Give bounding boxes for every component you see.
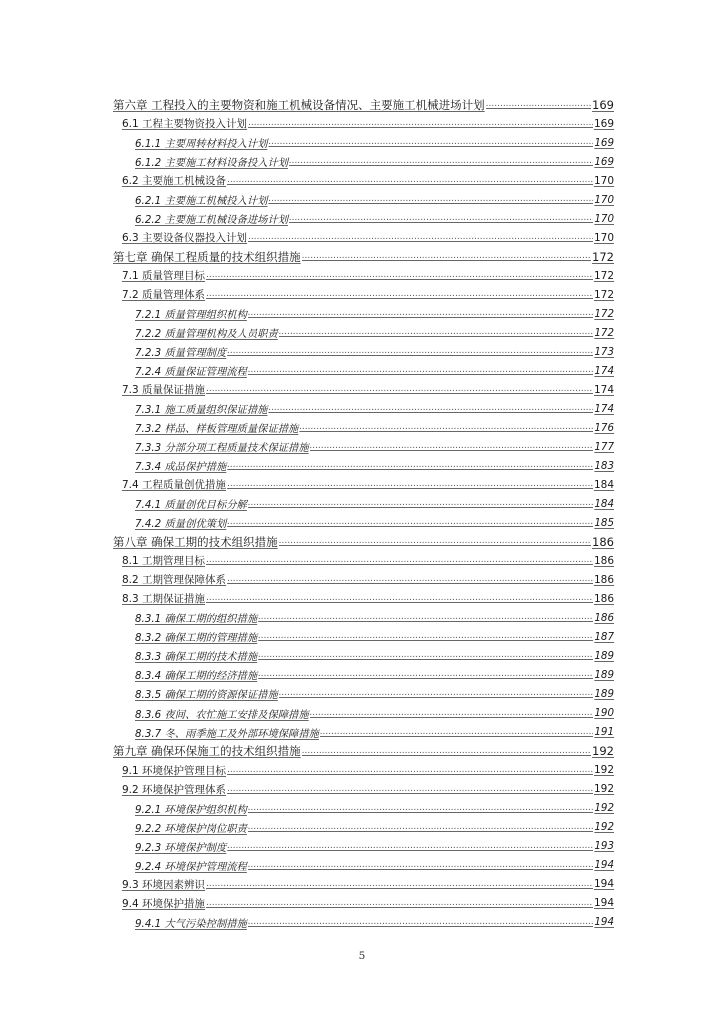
dot-leader (258, 613, 593, 622)
dot-leader (302, 252, 591, 261)
table-of-contents (113, 95, 614, 932)
toc-entry-page: 186 (593, 573, 614, 586)
toc-entry[interactable] (113, 380, 614, 399)
dot-leader (227, 842, 593, 851)
dot-leader (206, 594, 593, 603)
dot-leader (227, 785, 593, 794)
toc-entry-page: 186 (593, 592, 614, 605)
toc-entry-page: 192 (594, 802, 614, 815)
toc-entry-page: 169 (594, 155, 614, 168)
toc-entry[interactable] (113, 665, 614, 684)
toc-entry-page: 189 (594, 668, 614, 681)
toc-entry-title: 7.4.1 质量创优目标分解 (135, 499, 247, 512)
toc-entry-page: 173 (594, 345, 614, 358)
toc-entry-page: 176 (594, 421, 614, 434)
toc-entry[interactable] (113, 627, 614, 646)
dot-leader (227, 766, 593, 775)
toc-entry-title: 7.2.2 质量管理机构及人员职责 (135, 328, 278, 341)
toc-entry-page: 194 (593, 897, 614, 910)
toc-entry[interactable] (113, 646, 614, 665)
toc-entry[interactable] (113, 723, 614, 742)
toc-entry[interactable] (113, 95, 614, 114)
dot-leader (299, 423, 593, 432)
dot-leader (248, 918, 593, 927)
toc-entry-title: 6.2.2 主要施工机械设备进场计划 (135, 214, 289, 227)
toc-entry[interactable] (113, 894, 614, 913)
toc-entry-page: 191 (594, 726, 614, 739)
toc-entry-title: 7.3 质量保证措施 (122, 384, 206, 397)
toc-entry-title: 6.2.1 主要施工机械投入计划 (135, 195, 268, 208)
toc-entry[interactable] (113, 570, 614, 589)
toc-entry[interactable] (113, 780, 614, 799)
toc-entry-page: 172 (592, 249, 614, 264)
toc-entry-title: 8.3.7 冬、雨季施工及外部环境保障措施 (135, 727, 319, 740)
dot-leader (268, 138, 593, 147)
toc-entry-page: 184 (593, 478, 614, 491)
dot-leader (289, 157, 593, 166)
dot-leader (320, 728, 593, 737)
dot-leader (227, 347, 593, 356)
toc-entry-title: 8.3.3 确保工期的技术措施 (135, 651, 258, 664)
toc-entry[interactable] (113, 304, 614, 323)
toc-entry-title: 7.1 质量管理目标 (122, 270, 206, 283)
dot-leader (206, 290, 593, 299)
toc-entry[interactable] (113, 475, 614, 494)
toc-entry[interactable] (113, 608, 614, 627)
toc-entry-page: 186 (594, 611, 614, 624)
toc-entry-title: 9.2.1 环境保护组织机构 (135, 803, 247, 816)
toc-entry[interactable] (113, 875, 614, 894)
toc-entry-title: 7.3.1 施工质量组织保证措施 (135, 404, 268, 417)
toc-entry-page: 185 (594, 516, 614, 529)
toc-entry[interactable] (113, 913, 614, 932)
toc-entry[interactable] (113, 837, 614, 856)
toc-entry-title: 8.3.1 确保工期的组织措施 (135, 613, 258, 626)
toc-entry-title: 第九章 确保环保施工的技术组织措施 (113, 744, 301, 759)
toc-entry-page: 172 (594, 307, 614, 320)
toc-entry-title: 6.3 主要设备仪器投入计划 (122, 232, 248, 245)
toc-entry-page: 170 (593, 231, 614, 244)
toc-entry-page: 174 (594, 364, 614, 377)
toc-entry-page: 194 (593, 878, 614, 891)
toc-entry-title: 8.2 工期管理保障体系 (122, 574, 227, 587)
dot-leader (227, 461, 593, 470)
toc-entry-page: 186 (592, 534, 614, 549)
toc-entry[interactable] (113, 684, 614, 703)
dot-leader (227, 575, 593, 584)
toc-entry-page: 172 (594, 326, 614, 339)
toc-entry[interactable] (113, 247, 614, 266)
toc-entry[interactable] (113, 361, 614, 380)
dot-leader (248, 804, 593, 813)
toc-entry-page: 183 (594, 459, 614, 472)
toc-entry[interactable] (113, 437, 614, 456)
toc-entry-title: 9.3 环境因素辨识 (122, 878, 206, 891)
toc-entry-page: 172 (593, 269, 614, 282)
toc-entry[interactable] (113, 323, 614, 342)
toc-entry[interactable] (113, 171, 614, 190)
toc-entry-title: 7.2.3 质量管理制度 (135, 347, 227, 360)
toc-entry-page: 169 (592, 97, 614, 112)
toc-entry-page: 187 (594, 630, 614, 643)
toc-entry-title: 7.4.2 质量创优策划 (135, 518, 227, 531)
toc-entry-page: 192 (593, 764, 614, 777)
toc-entry[interactable] (113, 228, 614, 247)
toc-entry[interactable] (113, 285, 614, 304)
dot-leader (279, 689, 594, 698)
toc-entry-title: 8.1 工期管理目标 (122, 555, 206, 568)
toc-entry[interactable] (113, 761, 614, 780)
toc-entry[interactable] (113, 418, 614, 437)
toc-entry[interactable] (113, 456, 614, 475)
dot-leader (248, 366, 593, 375)
toc-entry-title: 6.1.1 主要周转材料投入计划 (135, 138, 268, 151)
dot-leader (206, 385, 593, 394)
toc-entry-title: 9.2.3 环境保护制度 (135, 841, 227, 854)
dot-leader (206, 880, 593, 889)
toc-entry[interactable] (113, 856, 614, 875)
toc-entry-title: 6.1.2 主要施工材料设备投入计划 (135, 157, 289, 170)
dot-leader (310, 442, 594, 451)
toc-entry-title: 9.2.2 环境保护岗位职责 (135, 822, 247, 835)
toc-entry[interactable] (113, 589, 614, 608)
toc-entry-page: 177 (594, 440, 614, 453)
toc-entry-title: 7.2.1 质量管理组织机构 (135, 309, 247, 322)
toc-entry-page: 194 (594, 859, 614, 872)
toc-entry[interactable] (113, 742, 614, 761)
toc-entry[interactable] (113, 799, 614, 818)
toc-entry[interactable] (113, 133, 614, 152)
toc-entry-title: 6.1 工程主要物资投入计划 (122, 118, 248, 131)
dot-leader (279, 328, 594, 337)
toc-entry-page: 193 (594, 840, 614, 853)
dot-leader (248, 119, 593, 128)
toc-entry[interactable] (113, 209, 614, 228)
toc-entry[interactable] (113, 494, 614, 513)
toc-entry-page: 189 (594, 649, 614, 662)
dot-leader (248, 499, 593, 508)
toc-entry[interactable] (113, 152, 614, 171)
toc-entry-title: 6.2 主要施工机械设备 (122, 175, 227, 188)
dot-leader (268, 404, 593, 413)
toc-entry-page: 184 (594, 497, 614, 510)
toc-entry-title: 8.3 工期保证措施 (122, 593, 206, 606)
toc-entry-title: 9.4 环境保护措施 (122, 897, 206, 910)
dot-leader (248, 233, 593, 242)
toc-entry[interactable] (113, 532, 614, 551)
toc-entry-title: 8.3.5 确保工期的资源保证措施 (135, 689, 278, 702)
toc-entry-page: 170 (593, 174, 614, 187)
toc-entry-title: 7.3.3 分部分项工程质量技术保证措施 (135, 442, 309, 455)
dot-leader (227, 518, 593, 527)
toc-entry-title: 8.3.2 确保工期的管理措施 (135, 632, 258, 645)
toc-entry[interactable] (113, 266, 614, 285)
dot-leader (227, 176, 593, 185)
toc-entry[interactable] (113, 399, 614, 418)
toc-entry-title: 8.3.6 夜间、农忙施工安排及保障措施 (135, 708, 309, 721)
toc-entry[interactable] (113, 818, 614, 837)
toc-entry-title: 第六章 工程投入的主要物资和施工机械设备情况、主要施工机械进场计划 (113, 97, 485, 112)
toc-entry-title: 7.3.2 样品、样板管理质量保证措施 (135, 423, 299, 436)
toc-entry-title: 7.4 工程质量创优措施 (122, 479, 227, 492)
dot-leader (258, 670, 593, 679)
toc-entry-title: 9.4.1 大气污染控制措施 (135, 917, 247, 930)
dot-leader (206, 271, 593, 280)
toc-entry-page: 186 (593, 554, 614, 567)
dot-leader (248, 309, 593, 318)
dot-leader (206, 899, 593, 908)
toc-entry-title: 9.2 环境保护管理体系 (122, 783, 227, 796)
dot-leader (248, 861, 593, 870)
toc-entry-page: 174 (594, 402, 614, 415)
toc-entry-page: 192 (594, 821, 614, 834)
toc-entry-page: 169 (594, 136, 614, 149)
toc-entry-page: 192 (592, 744, 614, 759)
toc-entry-title: 9.1 环境保护管理目标 (122, 764, 227, 777)
toc-entry-title: 9.2.4 环境保护管理流程 (135, 860, 247, 873)
dot-leader (248, 823, 593, 832)
toc-entry-title: 7.2.4 质量保证管理流程 (135, 366, 247, 379)
dot-leader (268, 195, 593, 204)
dot-leader (486, 100, 591, 109)
toc-entry-title: 第八章 确保工期的技术组织措施 (113, 534, 278, 549)
toc-entry[interactable] (113, 551, 614, 570)
toc-entry[interactable] (113, 114, 614, 133)
toc-entry-page: 189 (594, 687, 614, 700)
dot-leader (310, 709, 594, 718)
toc-entry-page: 190 (594, 707, 614, 719)
toc-entry-title: 7.2 质量管理体系 (122, 289, 206, 302)
toc-entry-page: 170 (594, 212, 614, 225)
toc-entry[interactable] (113, 190, 614, 209)
toc-entry-title: 8.3.4 确保工期的经济措施 (135, 670, 258, 683)
dot-leader (227, 480, 593, 489)
dot-leader (289, 214, 593, 223)
page-number: 5 (358, 950, 366, 962)
dot-leader (302, 747, 591, 756)
dot-leader (206, 556, 593, 565)
toc-entry-page: 169 (593, 117, 614, 130)
toc-entry-page: 174 (593, 383, 614, 396)
toc-entry[interactable] (113, 704, 614, 723)
toc-entry-page: 194 (594, 916, 614, 929)
dot-leader (258, 651, 593, 660)
dot-leader (258, 632, 593, 641)
toc-entry-title: 第七章 确保工程质量的技术组织措施 (113, 249, 301, 264)
dot-leader (279, 537, 591, 546)
toc-entry-title: 7.3.4 成品保护措施 (135, 461, 227, 474)
toc-entry-page: 192 (593, 783, 614, 796)
toc-entry-page: 170 (594, 193, 614, 206)
toc-entry[interactable] (113, 513, 614, 532)
toc-entry[interactable] (113, 342, 614, 361)
toc-entry-page: 172 (593, 288, 614, 301)
